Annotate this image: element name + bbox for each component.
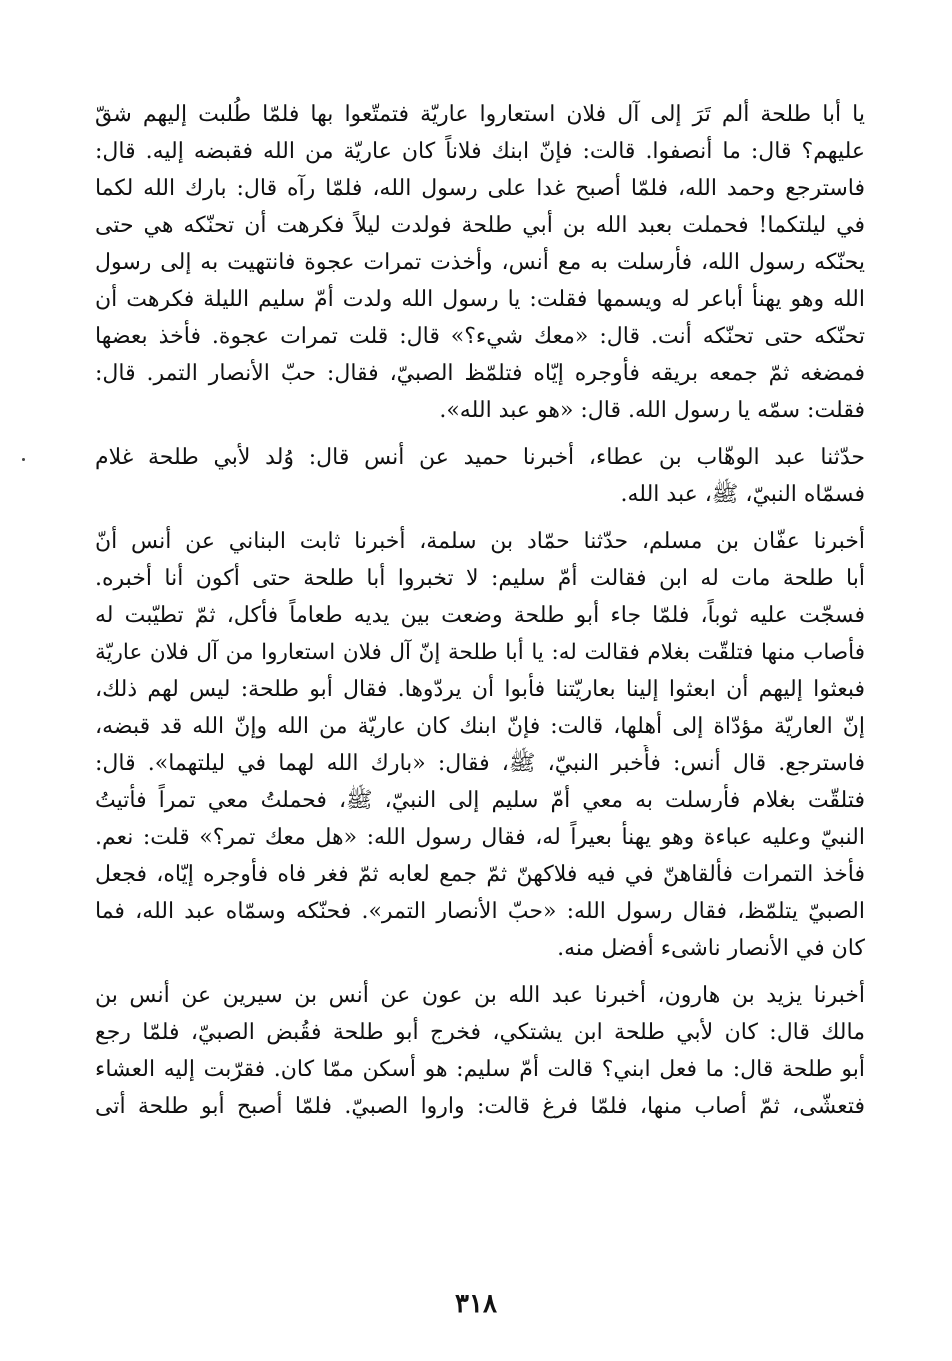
- text-line: إنّ العاريّة مؤدّاة إلى أهلها، قالت: فإنّ ابنك كان عاريّة من الله وإنّ الله قد قبضه،: [95, 714, 865, 739]
- page-number: ٣١٨: [455, 1289, 497, 1319]
- text-line: فتعشّى، ثمّ أصاب منها، فلمّا فرغ قالت: واروا الصبيّ. فلمّا أصبح أبو طلحة أتى: [95, 1094, 865, 1119]
- text-line: أبا طلحة مات له ابن فقالت أمّ سليم: لا تخبروا أبا طلحة حتى أكون أنا أخبره.: [95, 566, 865, 591]
- paragraph-1: [95, 96, 865, 429]
- text-line: فأصاب منها فتلقّت بغلام فقالت له: يا أبا طلحة إنّ آل فلان استعاروا من آل فلان عاريّة: [95, 640, 865, 665]
- text-line: أبو طلحة قال: ما فعل ابني؟ قالت أمّ سليم: هو أسكن ممّا كان. فقرّبت إليه العشاء: [95, 1057, 865, 1082]
- text-line: الصبيّ يتلمّظ، فقال رسول الله: «حبّ الأنصار التمر». فحنّكه وسمّاه عبد الله، فما: [95, 899, 865, 924]
- text-line: كان في الأنصار ناشىء أفضل منه.: [557, 936, 865, 961]
- margin-dot: [22, 458, 25, 461]
- text-line: حدّثنا عبد الوهّاب بن عطاء، أخبرنا حميد عن أنس قال: وُلد لأبي طلحة غلام: [95, 445, 865, 470]
- text-line: فأخذ التمرات فألقاهنّ في فيه فلاكهنّ ثمّ جمع لعابه ثمّ فغر فاه فأوجره إيّاه، فجعل: [95, 862, 865, 887]
- text-line: فسمّاه النبيّ، ﷺ، عبد الله.: [620, 482, 865, 507]
- text-line: النبيّ وعليه عباءة وهو يهنأ بعيراً له، فقال رسول الله: «هل معك تمر؟» قلت: نعم.: [95, 825, 865, 850]
- paragraph-4: [95, 977, 865, 1125]
- text-line: عليهم؟ قال: ما أنصفوا. قالت: فإنّ ابنك فلاناً كان عاريّة من الله فقبضه إليه. قال:: [95, 139, 865, 164]
- text-line: فمضغه ثمّ جمعه بريقه فأوجره إيّاه فتلمّظ الصبيّ، فقال: حبّ الأنصار التمر. قال:: [95, 361, 865, 386]
- text-line: في ليلتكما! فحملت بعبد الله بن أبي طلحة فولدت ليلاً فكرهت أن تحنّكه هي حتى: [95, 213, 865, 238]
- page-body: [95, 96, 865, 1135]
- text-line: الله وهو يهنأ أباعر له ويسمها فقلت: يا رسول الله ولدت أمّ سليم الليلة فكرهت أن: [95, 287, 865, 312]
- text-line: مالك قال: كان لأبي طلحة ابن يشتكي، فخرج أبو طلحة فقُبض الصبيّ، فلمّا رجع: [95, 1020, 865, 1045]
- text-line: تحنّكه حتى تحنّكه أنت. قال: «معك شيء؟» قال: قلت تمرات عجوة. فأخذ بعضها: [95, 324, 865, 349]
- text-line: فاسترجع. قال أنس: فأُخبر النبيّ، ﷺ، فقال: «بارك الله لهما في ليلتهما». قال:: [95, 751, 865, 776]
- text-line: فبعثوا إليهم أن ابعثوا إلينا بعاريّتنا فأبوا أن يردّوها. فقال أبو طلحة: ليس لهم ذلك،: [95, 677, 865, 702]
- text-line: أخبرنا يزيد بن هارون، أخبرنا عبد الله بن عون عن أنس بن سيرين عن أنس بن: [95, 983, 865, 1008]
- text-line: فتلقّت بغلام فأرسلت به معي أمّ سليم إلى النبيّ، ﷺ، فحملتُ معي تمراً فأتيتُ: [95, 788, 865, 813]
- text-line: يحنّكه رسول الله، فأرسلت به مع أنس، وأخذت تمرات عجوة فانتهيت به إلى رسول: [95, 250, 865, 275]
- text-line: فسجّت عليه ثوباً، فلمّا جاء أبو طلحة وضعت بين يديه طعاماً فأكل، ثمّ تطيّبت له: [95, 603, 865, 628]
- paragraph-3: [95, 523, 865, 967]
- text-line: فقلت: سمّه يا رسول الله. قال: «هو عبد الله».: [439, 398, 865, 423]
- paragraph-2: [95, 439, 865, 513]
- text-line: أخبرنا عفّان بن مسلم، حدّثنا حمّاد بن سلمة، أخبرنا ثابت البناني عن أنس أنّ: [95, 529, 865, 554]
- text-line: فاسترجع وحمد الله، فلمّا أصبح غدا على رسول الله، فلمّا رآه قال: بارك الله لكما: [95, 176, 865, 201]
- text-line: يا أبا طلحة ألم تَرَ إلى آل فلان استعاروا عاريّة فتمتّعوا بها فلمّا طُلبت إليهم شقّ: [95, 102, 865, 127]
